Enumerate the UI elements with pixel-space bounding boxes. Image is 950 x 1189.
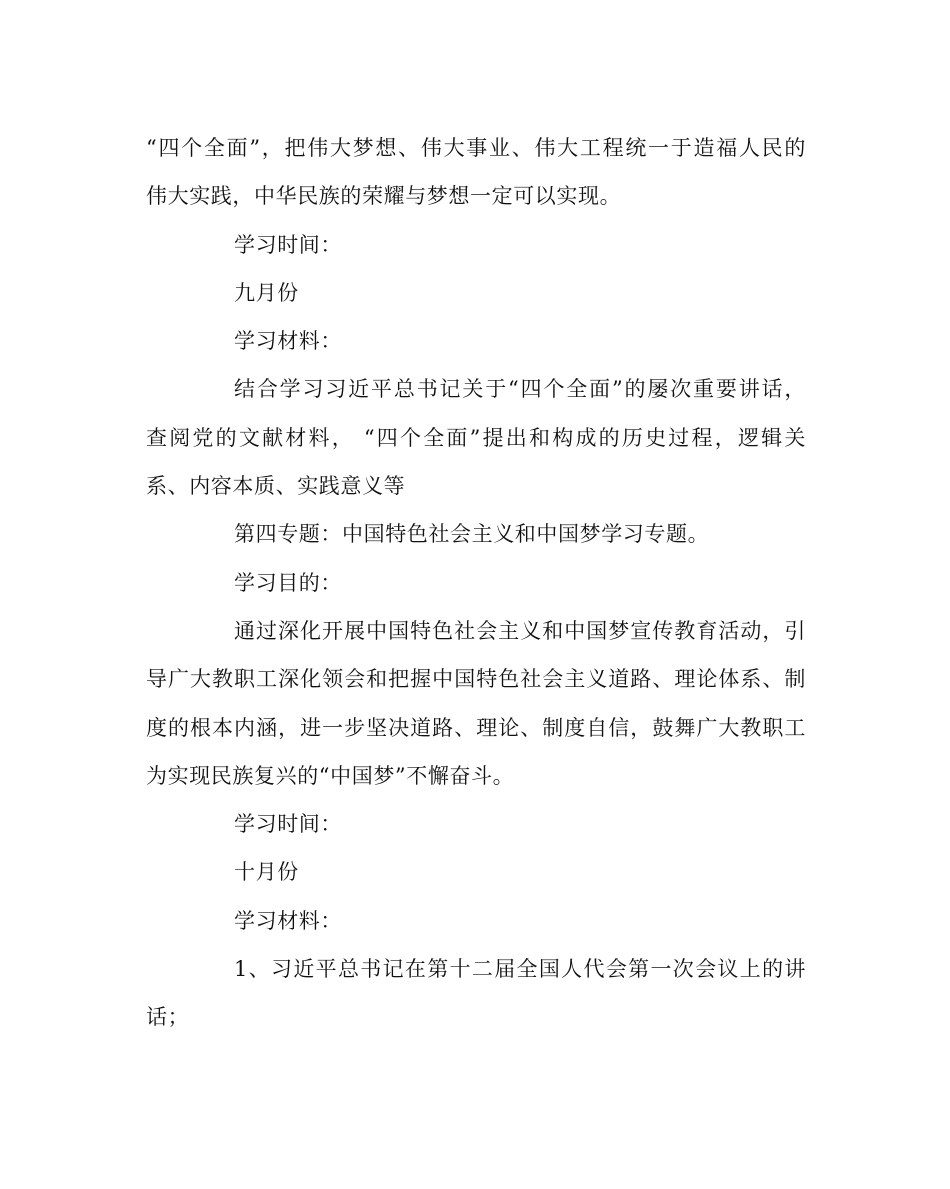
text-line: 导广大教职工深化领会和把握中国特色社会主义道路、理论体系、制 [146, 667, 806, 692]
text-line: 学习材料： [234, 329, 342, 354]
text-line: 第四专题：中国特色社会主义和中国梦学习专题。 [234, 522, 710, 547]
text-line: 通过深化开展中国特色社会主义和中国梦宣传教育活动，引 [234, 618, 806, 643]
paragraph-p9 [146, 800, 806, 848]
paragraph-p11 [146, 897, 806, 945]
text-line: 学习时间： [234, 812, 342, 837]
paragraph-p8 [146, 607, 806, 800]
text-line: 学习目的： [234, 570, 342, 595]
paragraph-p1 [146, 124, 806, 221]
text-line: 为实现民族复兴的“中国梦”不懈奋斗。 [146, 763, 515, 788]
paragraph-p5 [146, 365, 806, 510]
text-line: 伟大实践，中华民族的荣耀与梦想一定可以实现。 [146, 184, 622, 209]
text-line: 十月份 [234, 860, 299, 885]
text-line: 系、内容本质、实践意义等 [146, 474, 406, 499]
text-line: 度的根本内涵，进一步坚决道路、理论、制度自信，鼓舞广大教职工 [146, 715, 806, 740]
text-line: 学习时间： [234, 232, 342, 257]
text-line: 1、习近平总书记在第十二届全国人代会第一次会议上的讲 [234, 957, 806, 982]
paragraph-p4 [146, 317, 806, 365]
paragraph-p10 [146, 848, 806, 896]
text-line: 学习材料： [234, 908, 342, 933]
paragraph-p7 [146, 559, 806, 607]
paragraph-p3 [146, 269, 806, 317]
text-line: 话； [146, 1005, 190, 1030]
document-body [146, 124, 806, 1042]
text-line: 结合学习习近平总书记关于“四个全面”的屡次重要讲话， [234, 377, 806, 402]
text-line: 查阅党的文献材料， “四个全面”提出和构成的历史过程，逻辑关 [146, 425, 806, 450]
text-line: “四个全面”，把伟大梦想、伟大事业、伟大工程统一于造福人民的 [146, 136, 806, 160]
text-line: 九月份 [234, 280, 299, 305]
paragraph-p12 [146, 945, 806, 1042]
paragraph-p2 [146, 221, 806, 269]
paragraph-p6 [146, 510, 806, 558]
